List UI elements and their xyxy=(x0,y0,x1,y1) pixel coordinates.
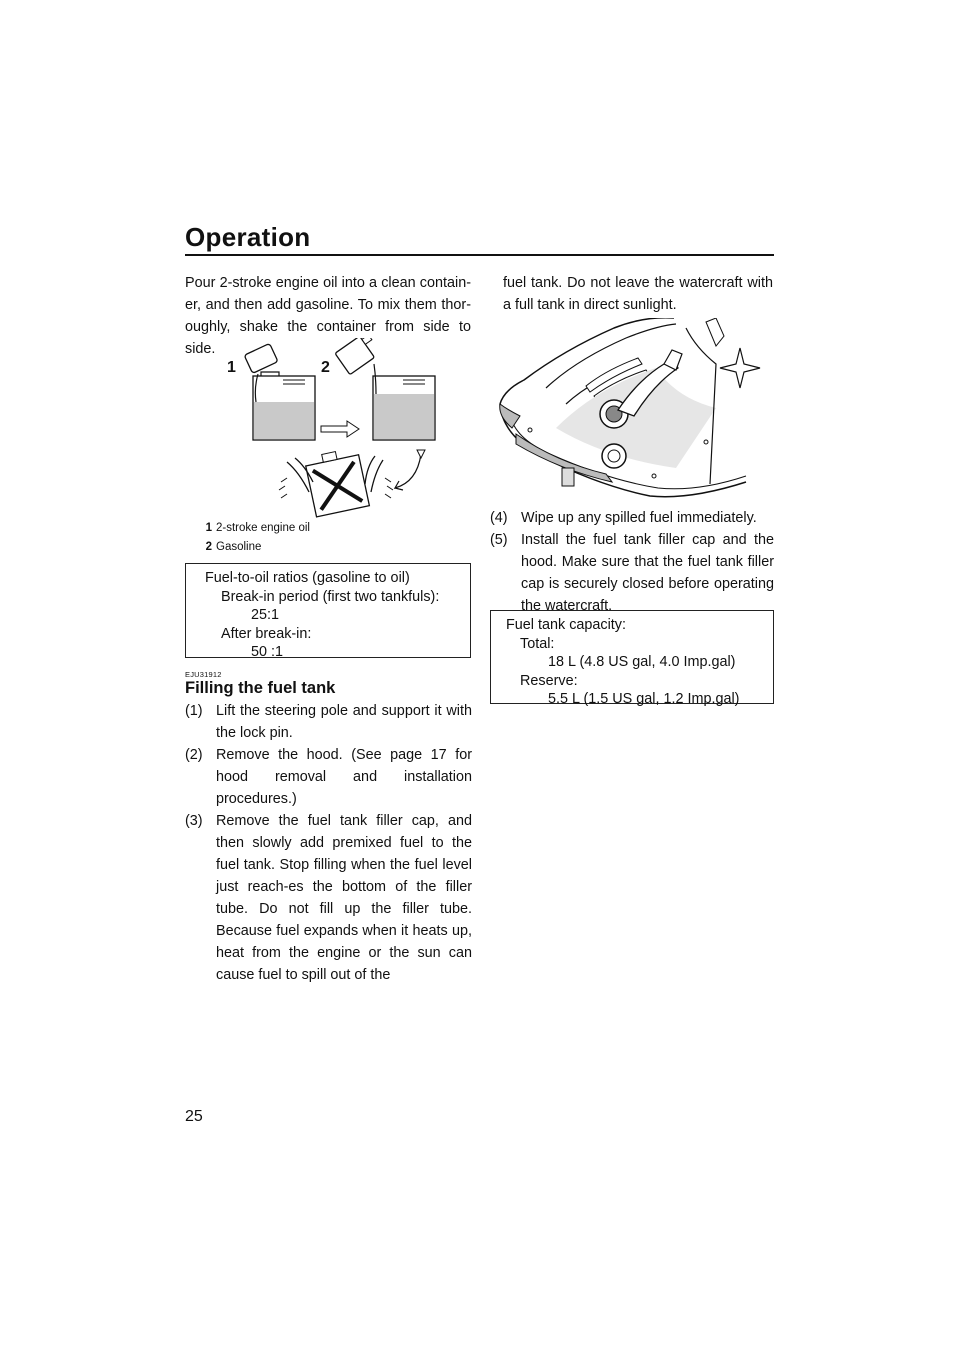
step-item xyxy=(185,810,472,986)
fuel-mixing-illustration xyxy=(225,338,450,518)
caption-text: Gasoline xyxy=(216,541,262,553)
step-number: (3) xyxy=(185,813,203,829)
caption-number: 1 xyxy=(205,522,212,534)
fuel-oil-ratio-box xyxy=(185,563,471,658)
step-item xyxy=(490,529,774,617)
intro-paragraph: Pour 2-stroke engine oil into a clean contain-er, and then add gasoline. To mix them thor-oughly, shake the container from side to side. xyxy=(185,275,471,357)
reserve-label: Reserve: xyxy=(520,672,578,689)
step-text: Wipe up any spilled fuel immediately. xyxy=(521,510,757,526)
after-break-in-label: After break-in: xyxy=(221,625,312,642)
step-item xyxy=(185,700,472,744)
section-code: EJU31912 xyxy=(185,670,222,679)
capacity-heading: Fuel tank capacity: xyxy=(506,617,626,633)
step-text: Install the fuel tank filler cap and the hood. Make sure that the fuel tank filler cap is securely closed before operating the watercraft. xyxy=(521,532,774,614)
ratio-heading: Fuel-to-oil ratios (gasoline to oil) xyxy=(205,570,410,586)
figure-captions xyxy=(200,519,310,557)
step-number: (4) xyxy=(490,510,508,526)
fuel-tank-filler-illustration xyxy=(496,318,772,498)
steps-list-left xyxy=(185,700,472,986)
caption-item xyxy=(200,538,310,557)
step-text: Remove the hood. (See page 17 for hood removal and installation procedures.) xyxy=(216,747,472,807)
break-in-label: Break-in period (first two tankfuls): xyxy=(221,588,440,605)
page-title: Operation xyxy=(185,222,311,252)
figure-label-1: 1 xyxy=(227,359,236,376)
total-value: 18 L (4.8 US gal, 4.0 Imp.gal) xyxy=(548,654,736,670)
break-in-value: 25:1 xyxy=(251,607,280,623)
step-text: Lift the steering pole and support it with the lock pin. xyxy=(216,703,472,741)
step-continuation: fuel tank. Do not leave the watercraft with a full tank in direct sunlight. xyxy=(503,275,773,313)
step-item xyxy=(185,744,472,810)
section-heading: Filling the fuel tank xyxy=(185,679,336,697)
step-number: (1) xyxy=(185,703,203,719)
reserve-value: 5.5 L (1.5 US gal, 1.2 Imp.gal) xyxy=(548,691,740,707)
caption-text: 2-stroke engine oil xyxy=(216,522,310,534)
figure-label-2: 2 xyxy=(321,359,330,376)
steps-list-right xyxy=(490,507,774,617)
step-number: (2) xyxy=(185,747,203,763)
caption-item xyxy=(200,519,310,538)
title-rule xyxy=(185,254,774,256)
after-break-in-value: 50 :1 xyxy=(251,644,284,660)
fuel-tank-capacity-box xyxy=(490,610,774,707)
step-item xyxy=(490,507,774,529)
total-label: Total: xyxy=(520,635,555,652)
caption-number: 2 xyxy=(205,541,212,553)
step-number: (5) xyxy=(490,532,508,548)
step-text: Remove the fuel tank filler cap, and then slowly add premixed fuel to the fuel tank. Stop filling when the fuel level just reach-es the bottom of the filler tube. Do not fill up the filler tube. Because fuel expands when it heats up, heat from the engine or the sun can cause fuel to spill out of the xyxy=(216,813,472,983)
page-number: 25 xyxy=(185,1108,203,1125)
